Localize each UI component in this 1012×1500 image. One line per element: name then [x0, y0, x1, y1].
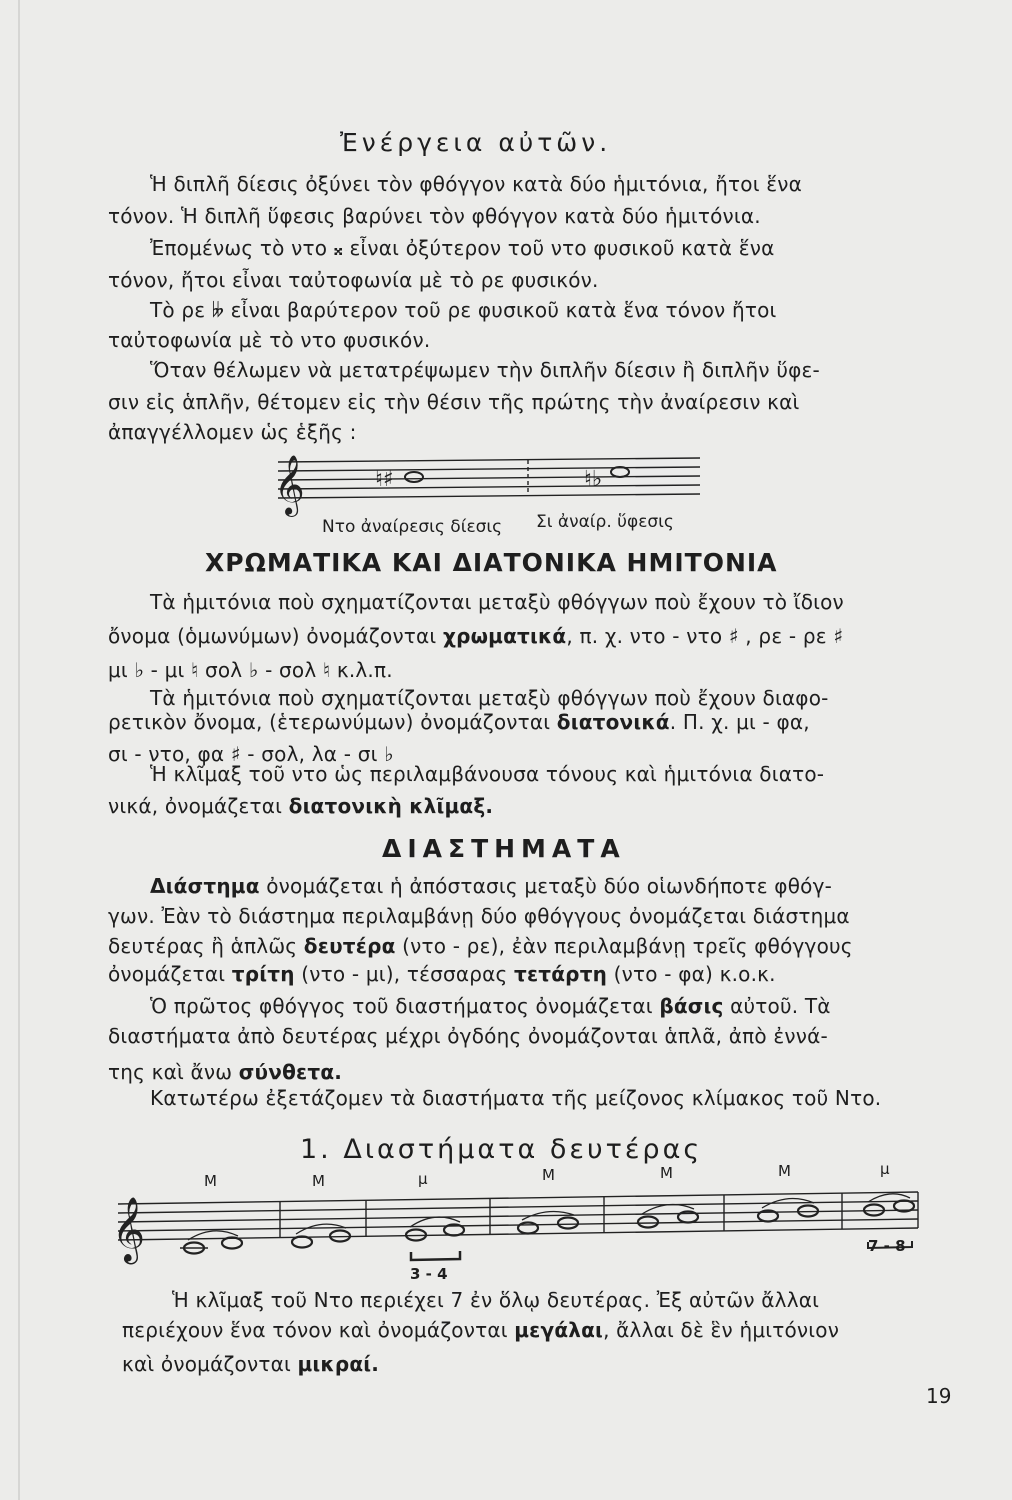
- section-heading-intervals: ΔΙΑΣΤΗΜΑΤΑ: [382, 834, 626, 863]
- term-chromatic: χρωματικά: [442, 624, 567, 648]
- paragraph-line: ἀπαγγέλλομεν ὡς ἑξῆς :: [108, 420, 357, 444]
- term-third: τρίτη: [231, 962, 295, 986]
- staff-caption-left: Ντο ἀναίρεσις δίεσις: [322, 517, 503, 537]
- natural-sharp-icon: ♮♯: [375, 467, 394, 492]
- term-diatonic-scale: διατονικὴ κλῖμαξ.: [288, 794, 494, 818]
- paragraph-line: περιέχουν ἕνα τόνον καὶ ὀνομάζονται μεγάλαι, ἄλλαι δὲ ἓν ἡμιτόνιον: [122, 1318, 840, 1342]
- bracket-label-7-8: 7 - 8: [868, 1237, 906, 1255]
- term-major: μεγάλαι: [514, 1318, 604, 1342]
- section-heading-chromatic: ΧΡΩΜΑΤΙΚΑ ΚΑΙ ΔΙΑΤΟΝΙΚΑ ΗΜΙΤΟΝΙΑ: [205, 548, 778, 577]
- interval-label: Μ: [312, 1172, 325, 1190]
- interval-label: Μ: [542, 1166, 555, 1184]
- interval-label: Μ: [660, 1164, 673, 1182]
- staff-caption-right: Σι ἀναίρ. ὕφεσις: [536, 512, 674, 532]
- paragraph-line: Διάστημα ὀνομάζεται ἡ ἀπόστασις μεταξὺ δύο οἱωνδήποτε φθόγ-: [150, 874, 833, 898]
- paragraph-line: ὀνομάζεται τρίτη (ντο - μι), τέσσαρας τετάρτη (ντο - φα) κ.ο.κ.: [108, 962, 776, 986]
- interval-label: μ: [418, 1170, 428, 1188]
- term-base: βάσις: [659, 994, 724, 1018]
- paragraph-line: Τὰ ἡμιτόνια ποὺ σχηματίζονται μεταξὺ φθόγγων ποὺ ἔχουν τὸ ἴδιον: [150, 590, 844, 614]
- paragraph-line: τόνον. Ἡ διπλῆ ὕφεσις βαρύνει τὸν φθόγγον κατὰ δύο ἡμιτόνια.: [108, 204, 761, 228]
- bracket-label-3-4: 3 - 4: [410, 1265, 448, 1283]
- interval-label: μ: [880, 1160, 890, 1178]
- paragraph-line: Κατωτέρω ἐξετάζομεν τὰ διαστήματα τῆς μείζονος κλίμακος τοῦ Ντο.: [150, 1086, 882, 1110]
- paragraph-line: σιν εἰς ἁπλῆν, θέτομεν εἰς τὴν θέσιν τῆς πρώτης τὴν ἀναίρεσιν καὶ: [108, 390, 800, 414]
- paragraph-line: σι - ντο, φα ♯ - σολ, λα - σι ♭: [108, 742, 394, 766]
- paragraph-line: δευτέρας ἢ ἁπλῶς δευτέρα (ντο - ρε), ἐὰν περιλαμβάνῃ τρεῖς φθόγγους: [108, 934, 853, 958]
- term-minor: μικραί.: [297, 1352, 380, 1376]
- paragraph-line: Ἡ διπλῆ δίεσις ὀξύνει τὸν φθόγγον κατὰ δύο ἡμιτόνια, ἤτοι ἕνα: [150, 172, 802, 196]
- paragraph-line: νικά, ὀνομάζεται διατονικὴ κλῖμαξ.: [108, 794, 494, 818]
- term-diatonic: διατονικά: [556, 710, 670, 734]
- paragraph-line: ταὐτοφωνία μὲ τὸ ντο φυσικόν.: [108, 328, 431, 352]
- paragraph-line: καὶ ὀνομάζονται μικραί.: [122, 1352, 380, 1376]
- paragraph-line: Ὁ πρῶτος φθόγγος τοῦ διαστήματος ὀνομάζεται βάσις αὐτοῦ. Τὰ: [150, 994, 831, 1018]
- paragraph-line: μι ♭ - μι ♮ σολ ♭ - σολ ♮ κ.λ.π.: [108, 658, 393, 682]
- paragraph-line: Ἡ κλῖμαξ τοῦ ντο ὡς περιλαμβάνουσα τόνους καὶ ἡμιτόνια διατο-: [150, 762, 825, 786]
- paragraph-line: γων. Ἐὰν τὸ διάστημα περιλαμβάνῃ δύο φθόγγους ὀνομάζεται διάστημα: [108, 904, 850, 928]
- paragraph-line: ὄνομα (ὁμωνύμων) ὀνομάζονται χρωματικά, π. χ. ντο - ντο ♯ , ρε - ρε ♯: [108, 624, 844, 648]
- section-heading-energy: Ἐνέργεια αὐτῶν.: [340, 128, 612, 157]
- natural-flat-icon: ♮♭: [584, 467, 603, 492]
- paragraph-line: Ὅταν θέλωμεν νὰ μετατρέψωμεν τὴν διπλῆν δίεσιν ἢ διπλῆν ὕφε-: [150, 358, 820, 382]
- interval-label: Μ: [204, 1172, 217, 1190]
- term-fourth: τετάρτη: [513, 962, 608, 986]
- paragraph-line: ρετικὸν ὄνομα, (ἑτερωνύμων) ὀνομάζονται διατονικά. Π. χ. μι - φα,: [108, 710, 810, 734]
- page-edge: [18, 0, 20, 1500]
- term-compound: σύνθετα.: [238, 1060, 343, 1084]
- paragraph-line: Τὸ ρε 𝄫 εἶναι βαρύτερον τοῦ ρε φυσικοῦ κατὰ ἕνα τόνον ἤτοι: [150, 298, 777, 322]
- interval-label: Μ: [778, 1162, 791, 1180]
- music-staff-naturals: [270, 450, 710, 520]
- paragraph-line: Ἡ κλῖμαξ τοῦ Ντο περιέχει 7 ἐν ὅλῳ δευτέρας. Ἐξ αὐτῶν ἄλλαι: [172, 1288, 820, 1312]
- paragraph-line: Τὰ ἡμιτόνια ποὺ σχηματίζονται μεταξὺ φθόγγων ποὺ ἔχουν διαφο-: [150, 686, 829, 710]
- treble-clef-icon: 𝄞: [112, 1197, 146, 1262]
- music-staff-seconds: [112, 1180, 928, 1262]
- treble-clef-icon: 𝄞: [274, 455, 305, 515]
- section-heading-seconds: 1. Διαστήματα δευτέρας: [300, 1134, 703, 1165]
- paragraph-line: διαστήματα ἀπὸ δευτέρας μέχρι ὀγδόης ὀνομάζονται ἁπλᾶ, ἀπὸ ἐννά-: [108, 1024, 828, 1048]
- term-interval: Διάστημα: [150, 874, 260, 898]
- paragraph-line: της καὶ ἄνω σύνθετα.: [108, 1060, 343, 1084]
- term-second: δευτέρα: [303, 934, 396, 958]
- paragraph-line: Ἐπομένως τὸ ντο 𝄪 εἶναι ὀξύτερον τοῦ ντο φυσικοῦ κατὰ ἕνα: [150, 236, 775, 260]
- paragraph-line: τόνον, ἤτοι εἶναι ταὐτοφωνία μὲ τὸ ρε φυσικόν.: [108, 268, 599, 292]
- page-number: 19: [926, 1384, 952, 1408]
